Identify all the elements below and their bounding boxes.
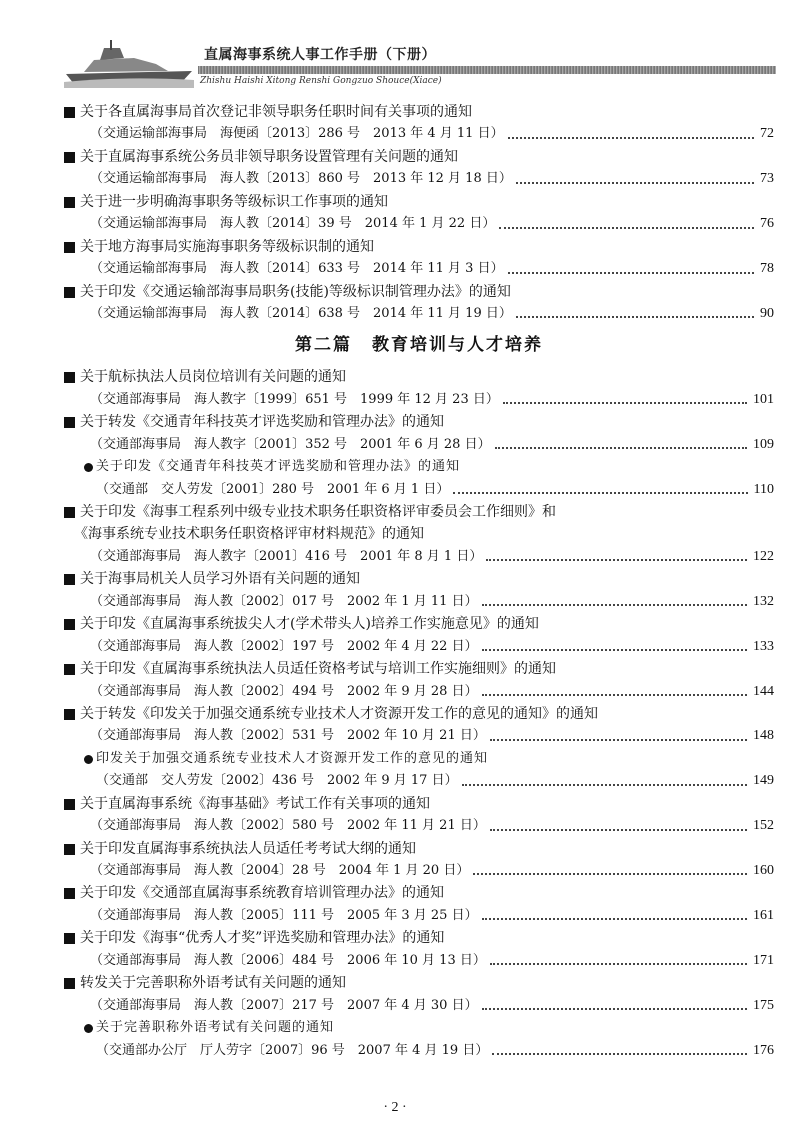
toc-entry-title[interactable]	[64, 882, 774, 904]
toc-citation-row[interactable]	[64, 950, 774, 972]
square-bullet-icon	[64, 933, 75, 944]
toc-entry-title[interactable]	[64, 523, 774, 545]
header-divider	[198, 66, 776, 74]
square-bullet-icon	[64, 844, 75, 855]
dot-leader	[490, 725, 747, 740]
toc-citation-row[interactable]	[64, 725, 774, 747]
toc-entry[interactable]	[64, 793, 774, 838]
square-bullet-icon	[64, 978, 75, 989]
toc-citation-row[interactable]	[64, 479, 774, 501]
toc-entry[interactable]	[64, 366, 774, 411]
toc-subentry-title[interactable]	[64, 1017, 774, 1039]
dot-leader	[508, 123, 754, 138]
entry-title-text: 《海事系统专业技术职务任职资格评审材料规范》的通知	[74, 526, 424, 543]
toc-citation-row[interactable]	[64, 389, 774, 411]
citation-text: （交通部海事局 海人教〔2006〕484 号 2006 年 10 月 13 日）	[90, 952, 486, 968]
toc-entry-title[interactable]	[64, 793, 774, 815]
toc-entry[interactable]	[64, 613, 774, 658]
dot-leader	[516, 303, 754, 318]
toc-citation-row[interactable]	[64, 168, 774, 190]
toc-page-number[interactable]: 76	[760, 216, 774, 232]
toc-page-number[interactable]: 161	[753, 907, 774, 923]
toc-subentry-title[interactable]	[64, 748, 774, 770]
citation-text: （交通部海事局 海人教〔2002〕531 号 2002 年 10 月 21 日）	[90, 728, 486, 744]
toc-entry[interactable]	[64, 927, 774, 972]
toc-citation-row[interactable]	[64, 860, 774, 882]
book-title-pinyin: Zhishu Haishi Xitong Renshi Gongzuo Shouce(Xiace)	[200, 76, 442, 86]
dot-leader	[486, 546, 747, 561]
square-bullet-icon	[64, 664, 75, 675]
toc-entry-title[interactable]	[64, 501, 774, 523]
toc-citation-row[interactable]	[64, 213, 774, 235]
dot-leader	[482, 591, 747, 606]
citation-text: （交通部海事局 海人教字〔2001〕416 号 2001 年 8 月 1 日）	[90, 548, 483, 564]
toc-citation-row[interactable]	[64, 434, 774, 456]
citation-text: （交通部海事局 海人教字〔1999〕651 号 1999 年 12 月 23 日）	[90, 391, 499, 407]
toc-citation-row[interactable]	[64, 546, 774, 568]
toc-entry-title[interactable]	[64, 703, 774, 725]
toc-citation-row[interactable]	[64, 905, 774, 927]
citation-text: （交通部 交人劳发〔2001〕280 号 2001 年 6 月 1 日）	[96, 481, 450, 497]
citation-text: （交通运输部海事局 海人教〔2014〕39 号 2014 年 1 月 22 日）	[90, 216, 496, 232]
dot-leader	[462, 770, 747, 785]
citation-text: （交通部海事局 海人教〔2007〕217 号 2007 年 4 月 30 日）	[90, 997, 478, 1013]
page-number: · 2 ·	[383, 1100, 407, 1115]
toc-citation-row[interactable]	[64, 815, 774, 837]
citation-text: （交通部海事局 海人教字〔2001〕352 号 2001 年 6 月 28 日）	[90, 436, 491, 452]
toc-page-number[interactable]: 176	[753, 1042, 774, 1058]
citation-text: （交通部海事局 海人教〔2002〕494 号 2002 年 9 月 28 日）	[90, 683, 478, 699]
entry-title-text: 关于印发《海事“优秀人才奖”评选奖励和管理办法》的通知	[80, 930, 445, 947]
entry-title-text: 关于印发《直属海事系统执法人员适任资格考试与培训工作实施细则》的通知	[80, 661, 556, 678]
citation-text: （交通部海事局 海人教〔2002〕017 号 2002 年 1 月 11 日）	[90, 593, 478, 609]
toc-entry-title[interactable]	[64, 411, 774, 433]
entry-title-text: 关于直属海事系统《海事基础》考试工作有关事项的通知	[80, 795, 430, 812]
square-bullet-icon	[64, 574, 75, 585]
square-bullet-icon	[64, 888, 75, 899]
citation-text: （交通运输部海事局 海便函〔2013〕286 号 2013 年 4 月 11 日）	[90, 126, 504, 142]
toc-entry-title[interactable]	[64, 236, 774, 258]
toc-subentry-title[interactable]	[64, 456, 774, 478]
entry-title-text: 关于印发《海事工程系列中级专业技术职务任职资格评审委员会工作细则》和	[80, 504, 556, 520]
toc-citation-row[interactable]	[64, 770, 774, 792]
toc-citation-row[interactable]	[64, 258, 774, 280]
citation-text: （交通部海事局 海人教〔2005〕111 号 2005 年 3 月 25 日）	[90, 907, 478, 923]
toc-page-number[interactable]: 73	[760, 171, 774, 187]
toc-entry[interactable]	[64, 882, 774, 927]
entry-title-text: 关于航标执法人员岗位培训有关问题的通知	[80, 369, 346, 386]
table-of-contents	[64, 101, 774, 1062]
entry-title-text: 关于直属海事系统公务员非领导职务设置管理有关问题的通知	[80, 148, 458, 165]
toc-entry[interactable]	[64, 411, 774, 501]
toc-page-number[interactable]: 90	[760, 305, 774, 321]
toc-entry[interactable]	[64, 191, 774, 236]
section-part-label: 第二篇	[295, 335, 352, 356]
entry-title-text: 关于地方海事局实施海事职务等级标识制的通知	[80, 238, 374, 255]
dot-leader	[495, 434, 747, 449]
dot-leader	[482, 905, 747, 920]
toc-citation-row[interactable]	[64, 1040, 774, 1062]
toc-page-number[interactable]: 152	[753, 818, 774, 834]
toc-page-number[interactable]: 144	[753, 683, 774, 699]
citation-text: （交通部海事局 海人教〔2002〕197 号 2002 年 4 月 22 日）	[90, 638, 478, 654]
entry-title-text: 关于印发《交通运输部海事局职务(技能)等级标识制管理办法》的通知	[80, 283, 511, 300]
citation-text: （交通部 交人劳发〔2002〕436 号 2002 年 9 月 17 日）	[96, 773, 458, 789]
entry-title-text: 关于各直属海事局首次登记非领导职务任职时间有关事项的通知	[80, 104, 472, 120]
toc-page-number[interactable]: 171	[753, 952, 774, 968]
toc-entry-title[interactable]	[64, 191, 774, 213]
entry-title-text: 关于海事局机关人员学习外语有关问题的通知	[80, 571, 360, 588]
dot-leader	[503, 389, 747, 404]
circle-bullet-icon	[84, 1024, 93, 1033]
section-heading	[64, 325, 774, 366]
toc-page-number[interactable]: 133	[753, 638, 774, 654]
citation-text: （交通部海事局 海人教〔2004〕28 号 2004 年 1 月 20 日）	[90, 863, 470, 878]
toc-entry-title[interactable]	[64, 281, 774, 303]
toc-entry-title[interactable]	[64, 101, 774, 123]
entry-title-text: 关于转发《交通青年科技英才评选奖励和管理办法》的通知	[80, 414, 444, 431]
toc-page-number[interactable]: 72	[760, 126, 774, 142]
toc-citation-row[interactable]	[64, 303, 774, 325]
citation-text: （交通部海事局 海人教〔2002〕580 号 2002 年 11 月 21 日）	[90, 818, 486, 834]
square-bullet-icon	[64, 242, 75, 253]
toc-page-number[interactable]: 175	[753, 997, 774, 1013]
toc-citation-row[interactable]	[64, 591, 774, 613]
dot-leader	[473, 860, 747, 875]
toc-page-number[interactable]: 149	[753, 773, 774, 789]
entry-title-text: 关于印发《交通部直属海事系统教育培训管理办法》的通知	[80, 885, 444, 902]
circle-bullet-icon	[84, 755, 93, 764]
entry-title-text: 关于印发直属海事系统执法人员适任考考试大纲的通知	[80, 840, 416, 857]
toc-citation-row[interactable]	[64, 123, 774, 145]
toc-citation-row[interactable]	[64, 681, 774, 703]
toc-page-number[interactable]: 78	[760, 261, 774, 277]
toc-entry[interactable]	[64, 568, 774, 613]
toc-entry-title[interactable]	[64, 838, 774, 860]
ship-logo-image	[64, 38, 194, 88]
square-bullet-icon	[64, 799, 75, 810]
book-title: 直属海事系统人事工作手册（下册）	[204, 47, 436, 63]
square-bullet-icon	[64, 107, 75, 118]
circle-bullet-icon	[84, 463, 93, 472]
toc-entry[interactable]	[64, 281, 774, 326]
toc-citation-row[interactable]	[64, 636, 774, 658]
toc-entry-title[interactable]	[64, 568, 774, 590]
dot-leader	[482, 681, 747, 696]
toc-entry[interactable]	[64, 101, 774, 146]
citation-text: （交通部办公厅 厅人劳字〔2007〕96 号 2007 年 4 月 19 日）	[96, 1042, 489, 1058]
toc-page-number[interactable]: 160	[753, 863, 774, 878]
toc-entry[interactable]	[64, 658, 774, 703]
toc-page-number[interactable]: 109	[753, 436, 774, 452]
dot-leader	[490, 950, 747, 965]
toc-entry-title[interactable]	[64, 613, 774, 635]
citation-text: （交通运输部海事局 海人教〔2013〕860 号 2013 年 12 月 18 日）	[90, 171, 512, 187]
square-bullet-icon	[64, 372, 75, 383]
toc-entry[interactable]	[64, 501, 774, 568]
square-bullet-icon	[64, 619, 75, 630]
square-bullet-icon	[64, 197, 75, 208]
dot-leader	[453, 479, 747, 494]
dot-leader	[516, 168, 754, 183]
toc-entry[interactable]	[64, 972, 774, 1062]
dot-leader	[482, 636, 747, 651]
dot-leader	[508, 258, 754, 273]
citation-text: （交通运输部海事局 海人教〔2014〕633 号 2014 年 11 月 3 日）	[90, 261, 504, 277]
toc-entry-title[interactable]	[64, 146, 774, 168]
toc-entry[interactable]	[64, 703, 774, 793]
square-bullet-icon	[64, 417, 75, 428]
dot-leader	[499, 213, 754, 228]
toc-entry-title[interactable]	[64, 658, 774, 680]
entry-title-text: 关于印发《直属海事系统拔尖人才(学术带头人)培养工作实施意见》的通知	[80, 616, 539, 633]
toc-page-number[interactable]: 110	[753, 481, 774, 497]
square-bullet-icon	[64, 709, 75, 720]
toc-citation-row[interactable]	[64, 995, 774, 1017]
citation-text: （交通运输部海事局 海人教〔2014〕638 号 2014 年 11 月 19 日）	[90, 305, 512, 321]
section-title: 教育培训与人才培养	[372, 335, 543, 356]
entry-title-text: 关于进一步明确海事职务等级标识工作事项的通知	[80, 193, 388, 210]
toc-page-number[interactable]: 122	[753, 548, 774, 564]
dot-leader	[492, 1040, 747, 1055]
entry-title-text: 关于转发《印发关于加强交通系统专业技术人才资源开发工作的意见的通知》的通知	[80, 705, 598, 722]
square-bullet-icon	[64, 507, 75, 518]
toc-entry[interactable]	[64, 146, 774, 191]
toc-page-number[interactable]: 132	[753, 593, 774, 609]
toc-entry[interactable]	[64, 236, 774, 281]
toc-page-number[interactable]: 148	[753, 728, 774, 744]
square-bullet-icon	[64, 152, 75, 163]
toc-entry-title[interactable]	[64, 972, 774, 994]
toc-entry-title[interactable]	[64, 366, 774, 388]
toc-entry[interactable]	[64, 838, 774, 883]
square-bullet-icon	[64, 287, 75, 298]
toc-page-number[interactable]: 101	[753, 391, 774, 407]
subentry-title-text: 印发关于加强交通系统专业技术人才资源开发工作的意见的通知	[96, 750, 489, 766]
dot-leader	[490, 815, 747, 830]
entry-title-text: 转发关于完善职称外语考试有关问题的通知	[80, 975, 346, 992]
toc-entry-title[interactable]	[64, 927, 774, 949]
dot-leader	[482, 995, 747, 1010]
subentry-title-text: 关于完善职称外语考试有关问题的通知	[96, 1020, 335, 1036]
subentry-title-text: 关于印发《交通青年科技英才评选奖励和管理办法》的通知	[96, 459, 461, 475]
